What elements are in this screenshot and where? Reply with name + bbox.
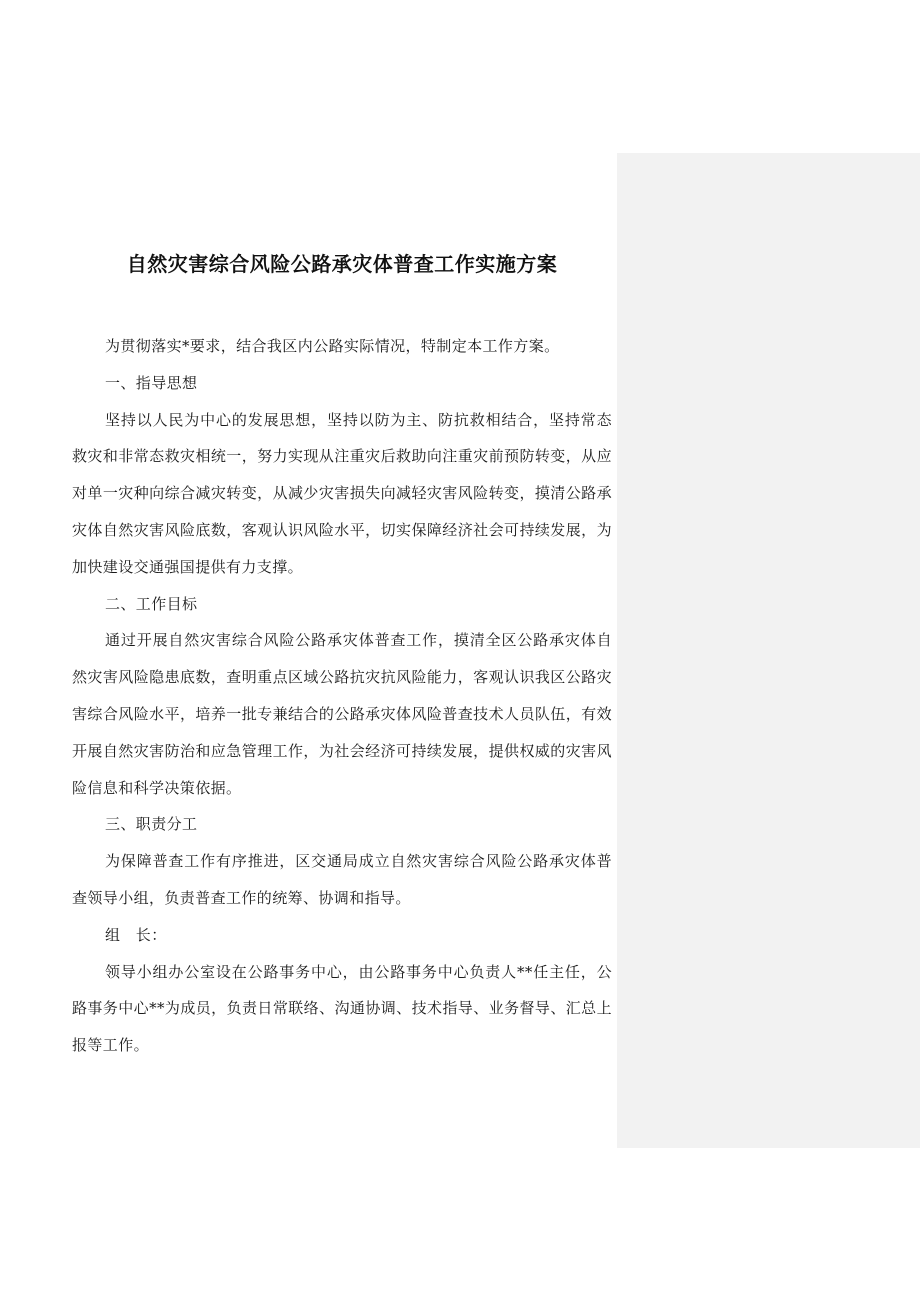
intro-paragraph: 为贯彻落实*要求，结合我区内公路实际情况，特制定本工作方案。: [105, 337, 560, 355]
responsibilities-paragraph: 为保障普查工作有序推进，区交通局成立自然灾害综合风险公路承灾体普查领导小组，负责普查工作的统筹、协调和指导。: [72, 852, 612, 907]
document-title: 自然灾害综合风险公路承灾体普查工作实施方案: [126, 252, 558, 276]
section-heading-work-goals: 二、工作目标: [105, 594, 198, 613]
document-body: [72, 328, 612, 1064]
section-heading-guiding-ideology: 一、指导思想: [105, 373, 198, 392]
guiding-ideology-paragraph: 坚持以人民为中心的发展思想，坚持以防为主、防抗救相结合，坚持常态救灾和非常态救灾相统一，努力实现从注重灾后救助向注重灾前预防转变，从应对单一灾种向综合减灾转变，从减少灾害损失向减轻灾害风险转变，摸清公路承灾体自然灾害风险底数，客观认识风险水平，切实保障经济社会可持续发展，为加快建设交通强国提供有力支撑。: [72, 410, 612, 576]
office-paragraph: 领导小组办公室设在公路事务中心，由公路事务中心负责人**任主任，公路事务中心**为成员，负责日常联络、沟通协调、技术指导、业务督导、汇总上报等工作。: [72, 962, 612, 1055]
group-leader-line: 组 长：: [105, 925, 167, 944]
comment-pane: [617, 153, 920, 1148]
section-heading-responsibilities: 三、职责分工: [105, 815, 198, 834]
work-goals-paragraph: 通过开展自然灾害综合风险公路承灾体普查工作，摸清全区公路承灾体自然灾害风险隐患底数，查明重点区域公路抗灾抗风险能力，客观认识我区公路灾害综合风险水平，培养一批专兼结合的公路承灾体风险普查技术人员队伍，有效开展自然灾害防治和应急管理工作，为社会经济可持续发展，提供权威的灾害风险信息和科学决策依据。: [72, 631, 612, 797]
